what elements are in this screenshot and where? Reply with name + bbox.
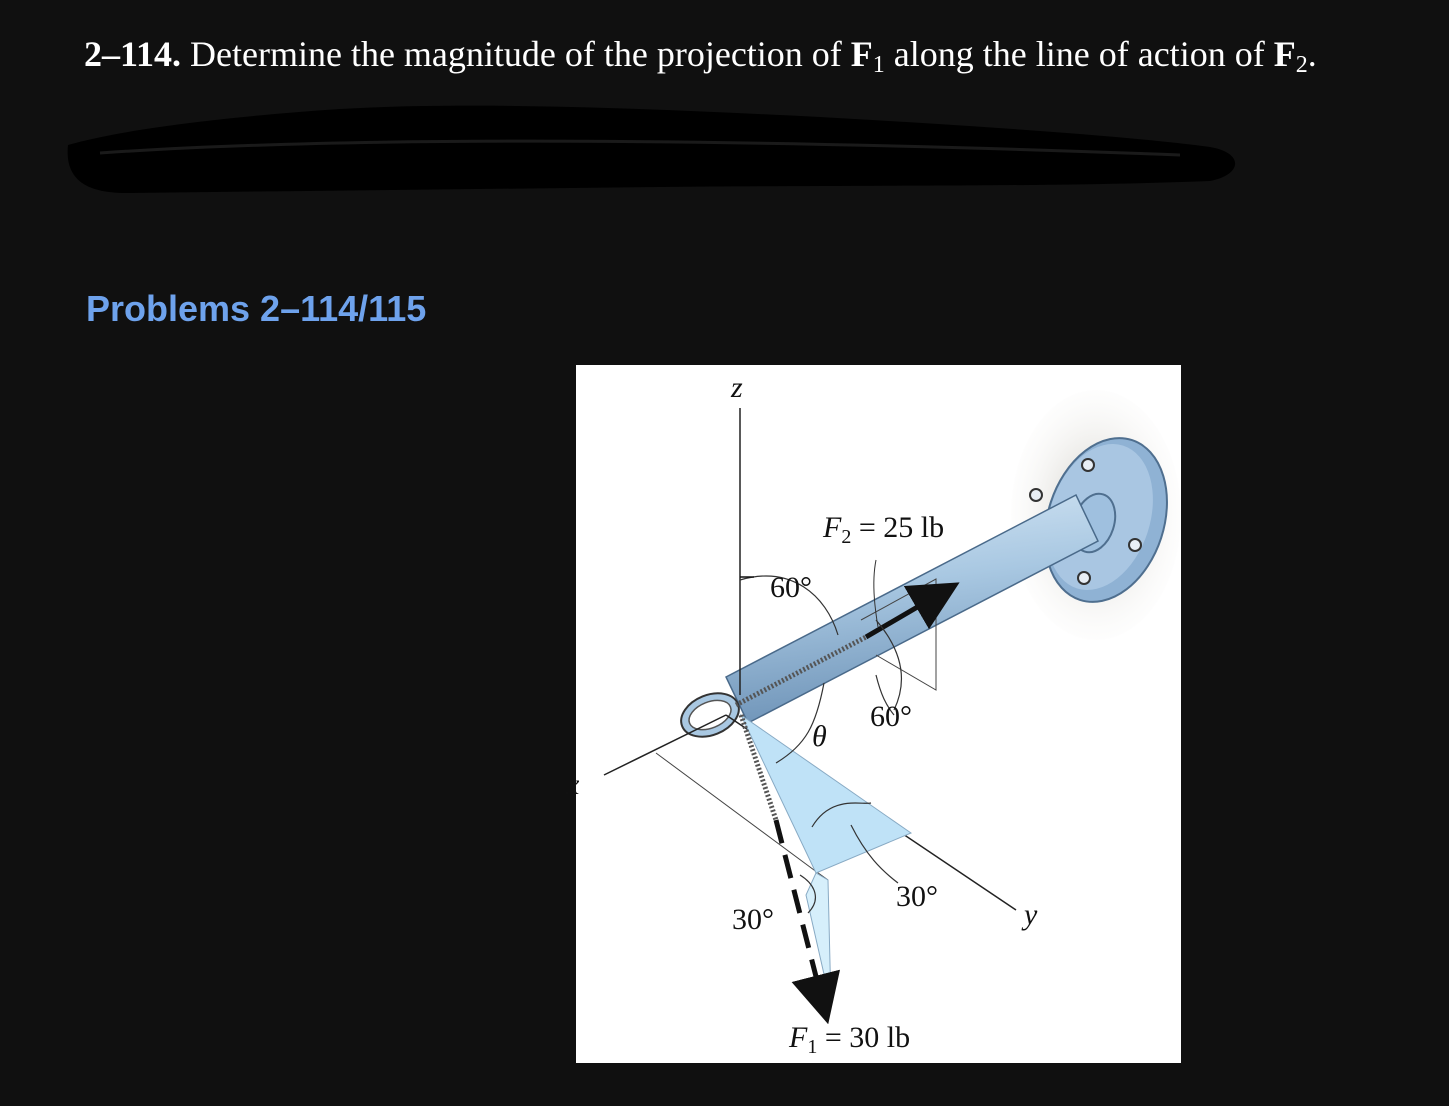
x-axis [604, 715, 726, 775]
angle-y-60-label: 60° [870, 700, 912, 733]
angle-30-right-label: 30° [896, 880, 938, 913]
x-axis-label: x [566, 768, 580, 801]
angle-theta-label: θ [812, 720, 827, 753]
f2-subscript: 2 [1295, 52, 1308, 78]
problem-text-middle: along the line of action of [893, 34, 1265, 74]
f1-subscript: 1 [872, 52, 885, 78]
f2-label: $F_2 = 25$ lb [823, 511, 945, 548]
angle-z-60-label: 60° [770, 571, 812, 604]
section-heading: Problems 2–114/115 [86, 288, 427, 329]
z-axis-label: z [731, 371, 743, 404]
problem-statement [84, 26, 1317, 93]
f1-label: $F_1 = 30$ lb [789, 1021, 911, 1058]
f1-vertical-plane [806, 873, 831, 1005]
problem-figure [566, 365, 1181, 1063]
f1-symbol: F [850, 34, 873, 74]
redaction-scribble [60, 95, 1250, 205]
problem-text-end: . [1307, 34, 1317, 74]
f2-symbol: F [1273, 34, 1296, 74]
angle-30-left-label: 30° [732, 903, 774, 936]
problem-text-before: Determine the magnitude of the projection of [190, 34, 842, 74]
y-axis-label: y [1024, 898, 1038, 931]
problem-number: 2–114. [84, 34, 182, 74]
